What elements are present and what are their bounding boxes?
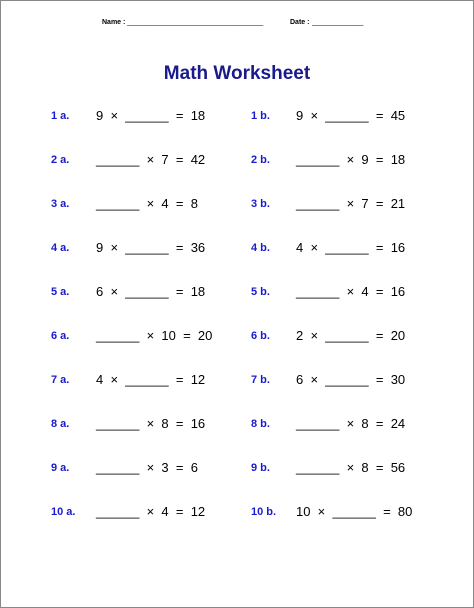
problem-expression: 6 × ______ = 18	[96, 284, 206, 299]
problem-expression: ______ × 8 = 16	[96, 416, 206, 431]
problem-label: 7 b.	[251, 374, 270, 386]
problem-expression: 10 × ______ = 80	[296, 504, 413, 519]
problem-expression: 4 × ______ = 16	[296, 240, 406, 255]
problem-expression: 9 × ______ = 18	[96, 108, 206, 123]
problem-row	[1, 460, 473, 480]
name-field: ________________________________________	[127, 19, 263, 26]
problem-label: 8 a.	[51, 418, 70, 430]
problem-expression: ______ × 3 = 6	[96, 460, 198, 475]
problem-expression: ______ × 8 = 56	[296, 460, 406, 475]
problem-label: 9 a.	[51, 462, 70, 474]
problem-label: 5 b.	[251, 286, 270, 298]
problem-expression: ______ × 4 = 16	[296, 284, 406, 299]
date-label: Date :	[290, 19, 310, 26]
name-label: Name :	[102, 19, 126, 26]
problem-expression: ______ × 8 = 24	[296, 416, 406, 431]
problem-expression: ______ × 7 = 21	[296, 196, 406, 211]
problem-label: 2 a.	[51, 154, 70, 166]
problem-label: 6 a.	[51, 330, 70, 342]
problem-expression: 9 × ______ = 45	[296, 108, 406, 123]
problem-expression: 2 × ______ = 20	[296, 328, 406, 343]
problem-label: 9 b.	[251, 462, 270, 474]
problem-label: 6 b.	[251, 330, 270, 342]
problem-label: 8 b.	[251, 418, 270, 430]
problem-expression: ______ × 9 = 18	[296, 152, 406, 167]
problem-row	[1, 504, 473, 524]
problem-expression: 9 × ______ = 36	[96, 240, 206, 255]
problem-expression: 4 × ______ = 12	[96, 372, 206, 387]
problem-row	[1, 416, 473, 436]
problem-label: 10 b.	[251, 506, 277, 518]
problem-label: 4 b.	[251, 242, 270, 254]
problem-row	[1, 152, 473, 172]
date-field: _______________	[312, 19, 363, 26]
problem-expression: 6 × ______ = 30	[296, 372, 406, 387]
problem-expression: ______ × 10 = 20	[96, 328, 213, 343]
problem-row	[1, 328, 473, 348]
problem-row	[1, 372, 473, 392]
problem-label: 1 b.	[251, 110, 270, 122]
problem-row	[1, 240, 473, 260]
page-title: Math Worksheet	[163, 63, 311, 84]
problem-label: 2 b.	[251, 154, 270, 166]
problem-label: 3 a.	[51, 198, 70, 210]
problem-row	[1, 284, 473, 304]
problem-label: 7 a.	[51, 374, 70, 386]
problem-expression: ______ × 4 = 12	[96, 504, 206, 519]
problem-label: 4 a.	[51, 242, 70, 254]
problem-label: 10 a.	[51, 506, 76, 518]
problem-label: 5 a.	[51, 286, 70, 298]
problem-row	[1, 108, 473, 128]
problem-label: 1 a.	[51, 110, 70, 122]
problem-row	[1, 196, 473, 216]
problem-label: 3 b.	[251, 198, 270, 210]
problem-expression: ______ × 4 = 8	[96, 196, 198, 211]
problem-expression: ______ × 7 = 42	[96, 152, 206, 167]
